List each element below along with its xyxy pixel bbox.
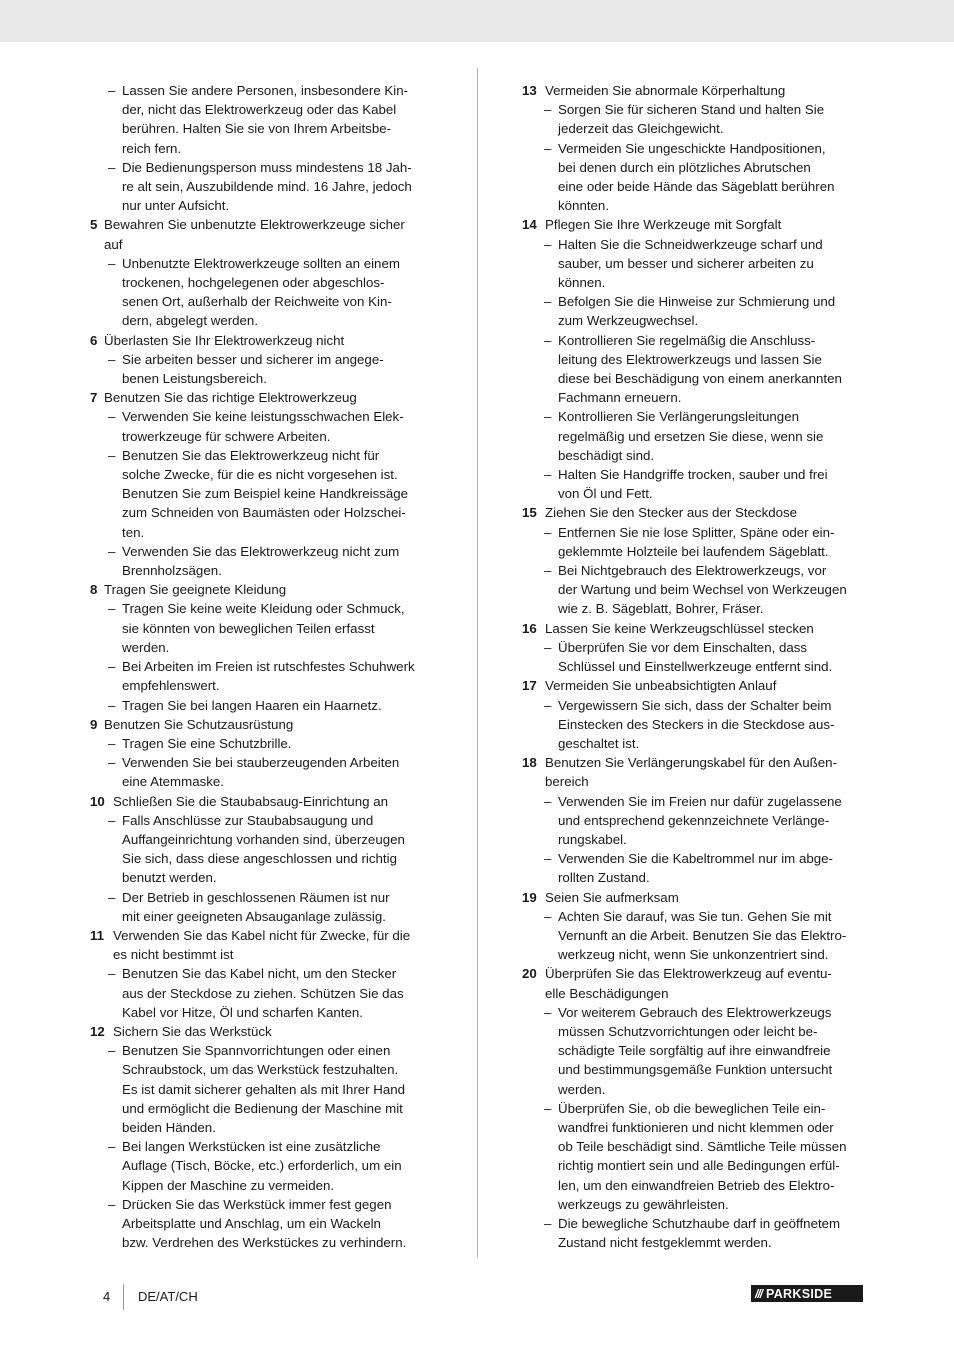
list-item-text: Bei Nichtgebrauch des Elektrowerkzeugs, vor der Wartung und beim Wechsel von Werkzeugen wie z. B. Sägeblatt, Bohrer, Fräser. — [558, 563, 847, 617]
list-item — [522, 465, 868, 503]
list-item-text: Kontrollieren Sie Verlängerungsleitungen regelmäßig und ersetzen Sie diese, wenn sie beschädigt sind. — [558, 409, 824, 463]
list-item-text: Verwenden Sie keine leistungsschwachen Elek- trowerkzeuge für schwere Arbeiten. — [122, 409, 404, 444]
section-number: 6 — [90, 332, 98, 348]
parkside-logo — [751, 1285, 863, 1302]
bullet-dash: – — [108, 159, 116, 175]
section-heading — [522, 888, 868, 907]
section-12 — [90, 1022, 436, 1252]
bullet-dash: – — [544, 236, 552, 252]
section-heading — [522, 619, 868, 638]
section-items — [90, 599, 436, 714]
section-11 — [90, 926, 436, 1022]
section-items — [522, 523, 868, 619]
bullet-dash: – — [108, 351, 116, 367]
bullet-dash: – — [108, 1043, 116, 1059]
section-number: 17 — [522, 678, 537, 694]
section-title: Tragen Sie geeignete Kleidung — [104, 582, 287, 598]
section-title: Benutzen Sie das richtige Elektrowerkzeug — [104, 390, 357, 406]
bullet-dash: – — [544, 639, 552, 655]
bullet-dash: – — [544, 563, 552, 579]
right-column — [522, 81, 868, 1252]
list-item-text: Die Bedienungsperson muss mindestens 18 Jah- re alt sein, Auszubildende mind. 16 Jahre, jedoch nur unter Aufsicht. — [122, 159, 412, 214]
section-15 — [522, 503, 868, 618]
section-8 — [90, 580, 436, 714]
list-item-text: Tragen Sie keine weite Kleidung oder Schmuck, sie könnten von beweglichen Teilen erfasst werden. — [122, 601, 405, 655]
bullet-dash: – — [108, 447, 116, 463]
section-heading — [522, 676, 868, 695]
footer-separator — [123, 1284, 124, 1310]
list-item — [522, 1003, 868, 1099]
section-items — [522, 696, 868, 754]
section-title: Überprüfen Sie das Elektrowerkzeug auf eventu- elle Beschädigungen — [545, 966, 832, 1001]
list-item-text: Vor weiterem Gebrauch des Elektrowerkzeugs müssen Schutzvorrichtungen oder leicht be- schädigte Teile sorgfältig auf ihre einwandfreie und bestimmungsgemäße Funktion untersucht werden. — [558, 1004, 833, 1097]
page-number: 4 — [103, 1289, 111, 1304]
section-heading — [90, 388, 436, 407]
list-item-text: Sorgen Sie für sicheren Stand und halten Sie jederzeit das Gleichgewicht. — [558, 102, 825, 137]
section-items — [90, 254, 436, 331]
list-item-text: Überprüfen Sie vor dem Einschalten, dass Schlüssel und Einstellwerkzeuge entfernt sind. — [558, 639, 833, 675]
section-10 — [90, 792, 436, 926]
list-item — [90, 407, 436, 445]
bullet-dash: – — [544, 467, 552, 483]
bullet-dash: – — [544, 1215, 552, 1231]
section-title: Vermeiden Sie unbeabsichtigten Anlauf — [545, 678, 777, 694]
logo-text: PARKSIDE — [766, 1286, 833, 1301]
list-item-text: Halten Sie die Schneidwerkzeuge scharf und sauber, um besser und sicherer arbeiten zu können. — [558, 236, 823, 291]
section-number: 8 — [90, 582, 98, 598]
list-item-text: Vergewissern Sie sich, dass der Schalter beim Einstecken des Steckers in die Steckdose aus- geschaltet ist. — [558, 697, 835, 751]
section-number: 16 — [522, 620, 537, 636]
section-heading — [522, 753, 868, 791]
list-item — [90, 753, 436, 791]
section-19 — [522, 888, 868, 965]
section-number: 14 — [522, 217, 537, 233]
section-heading — [90, 926, 436, 964]
list-item — [522, 907, 868, 965]
list-item-text: Verwenden Sie bei stauberzeugenden Arbeiten eine Atemmaske. — [122, 755, 400, 790]
bullet-dash: – — [544, 140, 552, 156]
bullet-dash: – — [108, 812, 116, 828]
section-items — [90, 734, 436, 792]
list-item — [522, 292, 868, 330]
section-title: Verwenden Sie das Kabel nicht für Zwecke, für die es nicht bestimmt ist — [113, 927, 411, 963]
section-7 — [90, 388, 436, 580]
list-item-text: Achten Sie darauf, was Sie tun. Gehen Sie mit Vernunft an die Arbeit. Benutzen Sie das Elektro- werkzeug nicht, wenn Sie unkonzentriert sind. — [558, 908, 847, 963]
list-item — [522, 792, 868, 850]
section-items — [522, 907, 868, 965]
bullet-dash: – — [108, 543, 116, 559]
bullet-dash: – — [108, 755, 116, 771]
section-heading — [90, 715, 436, 734]
section-items — [90, 811, 436, 926]
column-divider — [477, 68, 478, 1258]
bullet-dash: – — [108, 409, 116, 425]
list-item-text: Der Betrieb in geschlossenen Räumen ist nur mit einer geeigneten Absauganlage zulässig. — [122, 889, 390, 924]
bullet-dash: – — [108, 1139, 116, 1155]
list-item — [90, 811, 436, 888]
list-item — [522, 100, 868, 138]
list-item — [522, 235, 868, 293]
list-item — [90, 1137, 436, 1195]
list-item-text: Benutzen Sie das Kabel nicht, um den Stecker aus der Steckdose zu ziehen. Schützen Sie das Kabel vor Hitze, Öl und scharfen Kanten. — [122, 966, 404, 1020]
section-number: 19 — [522, 889, 537, 905]
list-item — [90, 696, 436, 715]
list-item — [90, 657, 436, 695]
list-item — [522, 407, 868, 465]
section-number: 9 — [90, 716, 98, 732]
section-heading — [522, 81, 868, 100]
section-heading — [522, 215, 868, 234]
list-item-text: Unbenutzte Elektrowerkzeuge sollten an einem trockenen, hochgelegenen oder abgeschlos- senen Ort, außerhalb der Reichweite von Kin- dern, abgelegt werden. — [122, 255, 400, 329]
bullet-dash: – — [108, 889, 116, 905]
header-bar — [0, 0, 954, 42]
list-item — [522, 1214, 868, 1252]
bullet-dash: – — [544, 908, 552, 924]
list-item — [90, 1195, 436, 1253]
bullet-dash: – — [108, 659, 116, 675]
list-item-text: Halten Sie Handgriffe trocken, sauber und frei von Öl und Fett. — [558, 467, 828, 502]
bullet-dash: – — [108, 735, 116, 751]
bullet-dash: – — [544, 1100, 552, 1116]
list-item — [90, 542, 436, 580]
list-item — [90, 734, 436, 753]
section-17 — [522, 676, 868, 753]
list-item — [522, 849, 868, 887]
section-title: Bewahren Sie unbenutzte Elektrowerkzeuge sicher auf — [104, 217, 405, 252]
section-items — [522, 100, 868, 215]
section-title: Sichern Sie das Werkstück — [113, 1023, 272, 1039]
section-16 — [522, 619, 868, 677]
bullet-dash: – — [108, 255, 116, 271]
list-item — [90, 81, 436, 158]
list-item-text: Kontrollieren Sie regelmäßig die Anschluss- leitung des Elektrowerkzeugs und lassen Sie diese bei Beschädigung von einem anerkannten Fachmann erneuern. — [558, 332, 842, 406]
list-item-text: Benutzen Sie Spannvorrichtungen oder einen Schraubstock, um das Werkstück festzuhalten. Es ist damit sicherer gehalten als mit Ihrer Hand und ermöglicht die Bedienung der Maschine mit beiden Händen. — [122, 1043, 406, 1135]
bullet-dash: – — [108, 83, 116, 98]
list-item-text: Vermeiden Sie ungeschickte Handpositionen, bei denen durch ein plötzliches Abrutschen eine oder beide Hände das Sägeblatt berühren könnten. — [558, 140, 835, 214]
bullet-dash: – — [544, 332, 552, 348]
list-item-text: Verwenden Sie die Kabeltrommel nur im abge- rollten Zustand. — [558, 851, 833, 886]
section-heading — [90, 331, 436, 350]
section-number: 10 — [90, 793, 105, 809]
list-item — [522, 1099, 868, 1214]
section-18 — [522, 753, 868, 887]
bullet-dash: – — [108, 697, 116, 713]
list-item — [522, 331, 868, 408]
list-item — [90, 446, 436, 542]
section-9 — [90, 715, 436, 792]
section-title: Lassen Sie keine Werkzeugschlüssel stecken — [545, 620, 814, 636]
section-items — [522, 235, 868, 504]
bullet-dash: – — [544, 524, 552, 540]
country-codes: DE/AT/CH — [138, 1289, 198, 1304]
section-items — [522, 638, 868, 676]
section-number: 11 — [90, 927, 105, 943]
list-item — [90, 158, 436, 216]
section-items — [90, 1041, 436, 1252]
list-item-text: Bei langen Werkstücken ist eine zusätzliche Auflage (Tisch, Böcke, etc.) erforderlich, um ein Kippen der Maschine zu vermeiden. — [122, 1139, 402, 1193]
list-item-text: Überprüfen Sie, ob die beweglichen Teile ein- wandfrei funktionieren und nicht klemmen oder ob Teile beschädigt sind. Sämtliche Teile müssen richtig montiert sein und alle Bedingungen erfül- len, um den einwandfreien Betrieb des Elektro- werkzeugs zu gewährleisten. — [558, 1100, 847, 1212]
section-number: 20 — [522, 966, 537, 982]
list-item-text: Sie arbeiten besser und sicherer im angege- benen Leistungsbereich. — [122, 351, 384, 387]
bullet-dash: – — [544, 793, 552, 809]
list-item-text: Drücken Sie das Werkstück immer fest gegen Arbeitsplatte und Anschlag, um ein Wackeln bzw. Verdrehen des Werkstückes zu verhindern. — [122, 1196, 407, 1251]
list-item — [90, 254, 436, 331]
bullet-dash: – — [544, 851, 552, 867]
logo-mark: /// — [755, 1286, 763, 1301]
list-item — [90, 1041, 436, 1137]
bullet-dash: – — [108, 601, 116, 617]
list-item-text: Die bewegliche Schutzhaube darf in geöffnetem Zustand nicht festgeklemmt werden. — [558, 1215, 841, 1251]
list-item — [90, 599, 436, 657]
section-items — [90, 407, 436, 580]
section-heading — [90, 215, 436, 253]
section-title: Pflegen Sie Ihre Werkzeuge mit Sorgfalt — [545, 217, 782, 233]
bullet-dash: – — [544, 1004, 552, 1020]
list-item-text: Befolgen Sie die Hinweise zur Schmierung und zum Werkzeugwechsel. — [558, 294, 836, 329]
list-item-text: Tragen Sie eine Schutzbrille. — [122, 735, 292, 751]
list-item — [522, 523, 868, 561]
lead-list — [90, 81, 436, 215]
section-title: Überlasten Sie Ihr Elektrowerkzeug nicht — [104, 332, 345, 348]
section-14 — [522, 215, 868, 503]
section-20 — [522, 964, 868, 1252]
section-title: Ziehen Sie den Stecker aus der Steckdose — [545, 505, 798, 521]
list-item — [90, 964, 436, 1022]
list-item — [522, 638, 868, 676]
section-title: Schließen Sie die Staubabsaug-Einrichtung an — [113, 793, 388, 809]
bullet-dash: – — [108, 1196, 116, 1212]
list-item-text: Lassen Sie andere Personen, insbesondere Kin- der, nicht das Elektrowerkzeug oder das Kabel berühren. Halten Sie sie von Ihrem Arbeitsbe- reich fern. — [122, 83, 409, 156]
section-6 — [90, 331, 436, 389]
section-items — [90, 350, 436, 388]
section-heading — [522, 503, 868, 522]
bullet-dash: – — [544, 294, 552, 310]
section-number: 7 — [90, 390, 98, 406]
section-5 — [90, 215, 436, 330]
list-item-text: Tragen Sie bei langen Haaren ein Haarnetz. — [122, 697, 382, 713]
list-item-text: Falls Anschlüsse zur Staubabsaugung und Auffangeinrichtung vorhanden sind, überzeugen Sie sich, dass diese angeschlossen und richtig benutzt werden. — [122, 812, 405, 886]
bullet-dash: – — [544, 102, 552, 118]
bullet-dash: – — [108, 966, 116, 982]
section-heading — [522, 964, 868, 1002]
list-item-text: Bei Arbeiten im Freien ist rutschfestes Schuhwerk empfehlenswert. — [122, 659, 415, 694]
section-number: 18 — [522, 755, 537, 771]
list-item-text: Benutzen Sie das Elektrowerkzeug nicht für solche Zwecke, für die es nicht vorgesehen ist. Benutzen Sie zum Beispiel keine Handkreissäge zum Schneiden von Baumästen oder Holzschei- ten. — [122, 447, 409, 540]
section-heading — [90, 792, 436, 811]
section-items — [522, 1003, 868, 1253]
list-item — [522, 139, 868, 216]
section-number: 15 — [522, 505, 537, 521]
list-item-text: Verwenden Sie im Freien nur dafür zugelassene und entsprechend gekennzeichnete Verlänge- rungskabel. — [558, 793, 842, 847]
list-item — [522, 696, 868, 754]
section-title: Vermeiden Sie abnormale Körperhaltung — [545, 83, 786, 98]
list-item — [90, 350, 436, 388]
list-item-text: Entfernen Sie nie lose Splitter, Späne oder ein- geklemmte Holzteile bei laufendem Sägeblatt. — [558, 524, 835, 559]
section-title: Benutzen Sie Verlängerungskabel für den Außen- bereich — [545, 755, 837, 790]
section-title: Benutzen Sie Schutzausrüstung — [104, 716, 294, 732]
section-heading — [90, 580, 436, 599]
bullet-dash: – — [544, 409, 552, 425]
list-item — [90, 888, 436, 926]
bullet-dash: – — [544, 697, 552, 713]
section-number: 12 — [90, 1023, 105, 1039]
section-title: Seien Sie aufmerksam — [545, 889, 679, 905]
section-13 — [522, 81, 868, 215]
section-items — [90, 964, 436, 1022]
left-column — [90, 81, 436, 1252]
section-items — [522, 792, 868, 888]
list-item — [522, 561, 868, 619]
section-heading — [90, 1022, 436, 1041]
list-item-text: Verwenden Sie das Elektrowerkzeug nicht zum Brennholzsägen. — [122, 543, 400, 579]
section-number: 5 — [90, 217, 98, 233]
section-number: 13 — [522, 83, 537, 98]
